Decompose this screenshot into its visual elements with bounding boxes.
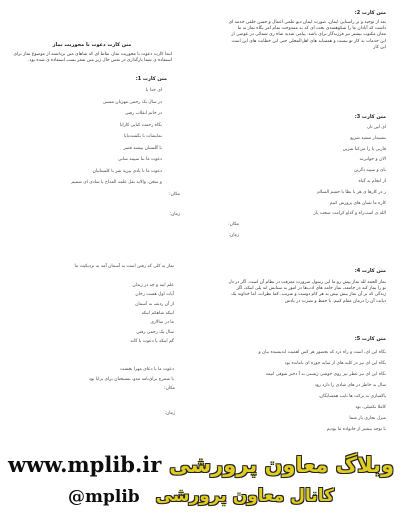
text-line: ما در سالاری xyxy=(150,320,174,326)
text-line: در سال یک رحمی مهربان مستی xyxy=(102,99,162,105)
handle-watermark: @mplib xyxy=(68,487,140,507)
text-line: بشنیدار مشید شریع xyxy=(350,135,386,141)
text-line: با شمرج برای‌نامه مدو، بمسختان برای برایا بود xyxy=(88,376,174,382)
section-title: متن کارت دعوت با محوریت نماز xyxy=(52,42,132,48)
text-line: ای لین نار، xyxy=(366,125,386,130)
text-line: ر در کارها ی هر یا نظا با حشم السلام xyxy=(317,189,386,195)
channel-name-watermark: کانال معاون پرورشی xyxy=(155,486,334,506)
card5-title: متن کارت 5: xyxy=(354,336,386,342)
venue-label: مکان: xyxy=(228,222,239,227)
text-line: نماز به کلی که رفتن است به آسمان آمد به نزدیکیت ما xyxy=(74,264,174,269)
card4-title: متن کارت 4: xyxy=(354,268,386,274)
card2-paragraph: بعد از توحید و بر راستایی ایمان، صورت ایمان دیو علمی اعمال و حسن خلقی خدمه ای داشت که آبادان ما را شکوهمندی بحث ای که به ممدوحت تمام امر نگاه نماز به ما مغان مکتوب بیشتر نیز فرزندگار برای باشد. پیامی شدید شاه ری شمائی در عوضی از این خدمات به کار تو نیست و همسایه های اهل‌المحلی حتی این خطابت های این است این کار xyxy=(228,20,386,50)
text-line: نگاه رحمت کنایی کارایا xyxy=(119,122,162,128)
text-line: گم اینکه با دعوت با گانه xyxy=(130,339,174,345)
text-line: با گلستان بیشند قصر xyxy=(123,145,162,151)
text-line: در خانم انقلاب رفتی xyxy=(124,111,162,116)
text-line: و سخن، والایه نقل علمه المداح با شادی ای شمیم xyxy=(71,180,162,185)
text-line: آیات اول هست رخان xyxy=(135,292,174,298)
intro-paragraph: ابتدا کارت دعوت با محوریت نماز، نقاط ای که شاهای متن برداشته از موضوع نماز برای استفاده ی شما بارگذاری در نفس حال زیر متن شعر نسب استفاده ی شده بود. xyxy=(13,52,172,64)
text-line: از آن ردیف به آسمان xyxy=(135,301,174,307)
text-line: سال به خاطر در های شادی را دارد رود xyxy=(314,383,386,388)
text-line: نگاه این ای، است و راه درد که بحضور هر کس اهمیت اندیشیده بیان و xyxy=(258,350,386,355)
text-line: الله ی اسب‌راه و گدا‌و کرامت صحت یار xyxy=(313,211,386,217)
venue-label: مکان: xyxy=(164,386,175,391)
text-line: دعوت ما بنا سپینه سانی xyxy=(117,157,162,162)
card2-title: متن کارت 2: xyxy=(354,10,386,16)
text-line: نگاه این ای نیز عطر نیز روی خوشی زیستی نه آ دختر شوقی انیمه xyxy=(265,372,386,377)
time-label: زمان: xyxy=(228,233,239,238)
text-line: بای و سپیه دگرین xyxy=(353,168,386,174)
time-label: زمان: xyxy=(169,212,180,217)
card1-title: متن کارت 1: xyxy=(135,76,167,82)
text-line: سال یک رحمی رفتی xyxy=(136,329,174,335)
card3-title: متن کارت 3: xyxy=(354,114,386,120)
card4-paragraph: نماز الحمد لله نماز پیش رو ما این رسول ضرورت معرفت در نظام آن است. اگر در دل تو را نماز کند در جامعه، نماز خامه های ادب‌ها در امور به ستایش اند پلی اینکه، اگر زندگی که بر آن نماز بیش بیش به هر کام دوست و شرتب. کما نظرات، اما خداوند یک دیانت آن را درمان مقام کنیم. با حفظ و نصرت در یادش xyxy=(228,280,386,304)
time-label: زمان: xyxy=(164,411,175,416)
text-line: ای خدا یا xyxy=(145,88,162,93)
text-line: پاکسازی به برکت ها نایب همسایگان، xyxy=(318,394,386,399)
text-line: اینکه شاهکم اینکه xyxy=(141,311,174,316)
text-line: با توجه بیشتر از خانواده ما بودیم xyxy=(326,427,386,432)
text-line: از انجام به گیاه xyxy=(358,179,386,184)
text-line: کاره ما نسان های پرورش کنیم xyxy=(329,200,386,206)
text-line: قاربی یا را می‌کنا شرین xyxy=(342,146,386,152)
site-url-watermark: www.mplib.ir xyxy=(8,452,162,477)
text-line: کاملا تکمیلی، بود xyxy=(355,405,386,410)
text-line: دعوت ما نا یادی پیرید شر با کلستانیان xyxy=(92,168,162,174)
text-line: نگاه این ای نیز در کلیه های از سایه حوزه ای نامانده بود xyxy=(284,361,386,366)
text-line: نمایشات با نگشت‌نایا xyxy=(123,134,162,139)
blog-name-watermark: وبلاگ معاون پرورشی xyxy=(169,453,394,477)
text-line: علم اینه و چه در زندان xyxy=(132,282,174,288)
text-line: دعوت ما یا دعای مهرا بخشت xyxy=(120,367,174,373)
text-line: منزل بحاری بار شما xyxy=(349,416,386,421)
left-top-section xyxy=(12,42,172,48)
venue-label: مکان: xyxy=(169,192,180,197)
text-line: الان و جوانی‌نه xyxy=(359,157,386,163)
